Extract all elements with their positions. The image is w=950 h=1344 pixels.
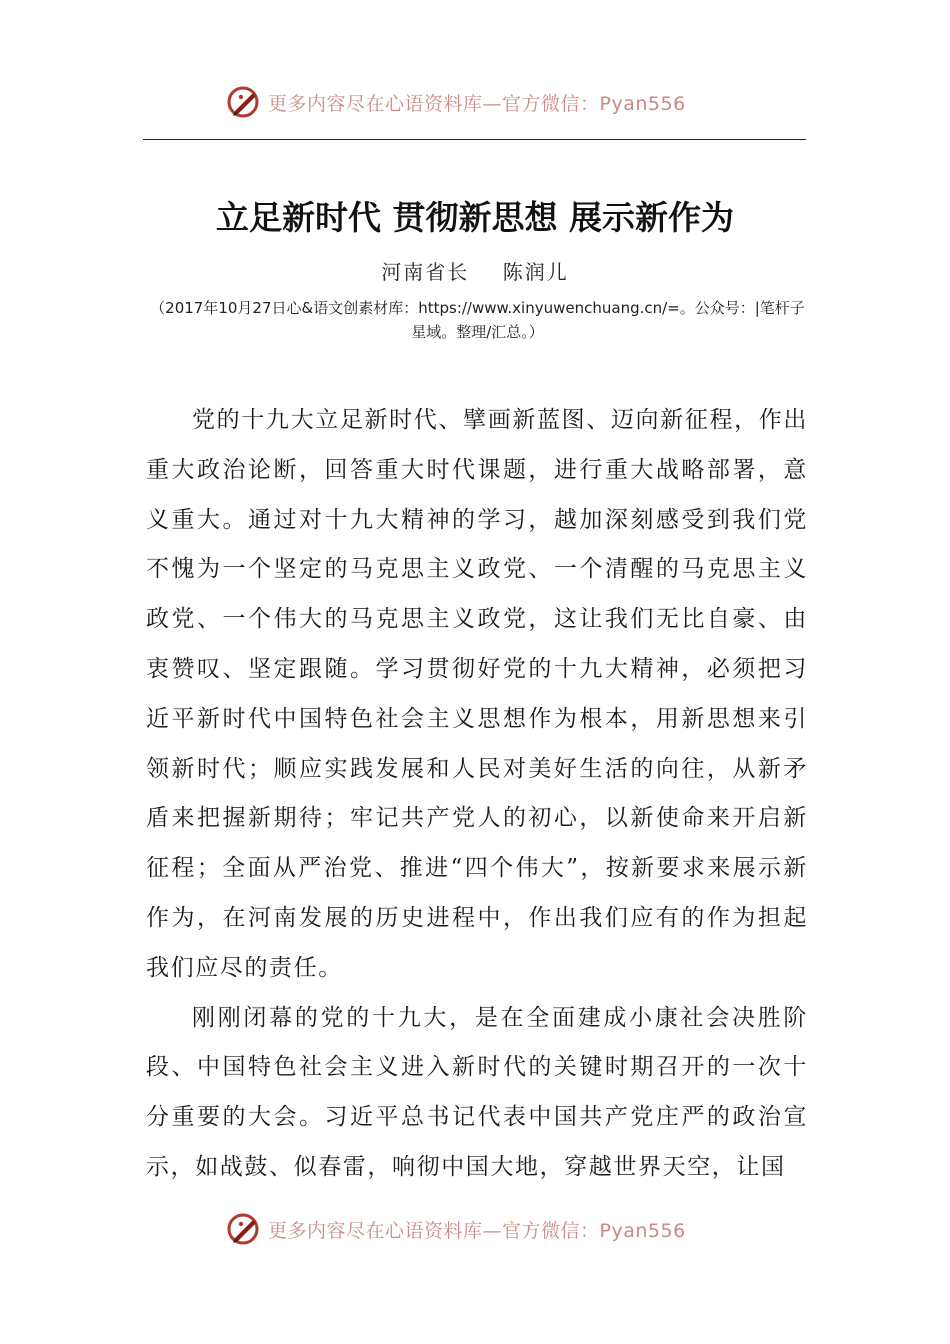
paragraph: 刚刚闭幕的党的十九大，是在全面建成小康社会决胜阶段、中国特色社会主义进入新时代的关键时期召开的一次十分重要的大会。习近平总书记代表中国共产党庄严的政治宣示，如战鼓、似春雷，响彻中国大地，穿越世界天空，让国 [146, 1004, 808, 1180]
pen-logo-icon [226, 1211, 262, 1247]
header-banner [0, 82, 950, 122]
footer-banner [0, 1209, 950, 1249]
pen-logo-icon [226, 84, 262, 120]
wechat-id: Pyan556 [599, 1219, 686, 1242]
author-line: 河南省长 陈润儿 [381, 260, 569, 284]
header-divider [143, 139, 806, 140]
document-title: 立足新时代 贯彻新思想 展示新作为 [216, 198, 734, 237]
source-note: （2017年10月27日心&语文创素材库：https://www.xinyuwenchuang.cn/=。公众号：|笔杆子星域。整理/汇总。） [150, 299, 805, 341]
article-body [146, 396, 808, 1193]
banner-text: 更多内容尽在心语资料库—官方微信：Pyan556 [268, 1219, 686, 1242]
wechat-id: Pyan556 [599, 92, 686, 115]
banner-text: 更多内容尽在心语资料库—官方微信：Pyan556 [268, 92, 686, 115]
paragraph: 党的十九大立足新时代、擘画新蓝图、迈向新征程，作出重大政治论断，回答重大时代课题，进行重大战略部署，意义重大。通过对十九大精神的学习，越加深刻感受到我们党不愧为一个坚定的马克思主义政党、一个清醒的马克思主义政党、一个伟大的马克思主义政党，这让我们无比自豪、由衷赞叹、坚定跟随。学习贯彻好党的十九大精神，必须把习近平新时代中国特色社会主义思想作为根本，用新思想来引领新时代；顺应实践发展和人民对美好生活的向往，从新矛盾来把握新期待；牢记共产党人的初心，以新使命来开启新征程；全面从严治党、推进“四个伟大”，按新要求来展示新作为，在河南发展的历史进程中，作出我们应有的作为担起我们应尽的责任。 [146, 407, 808, 981]
